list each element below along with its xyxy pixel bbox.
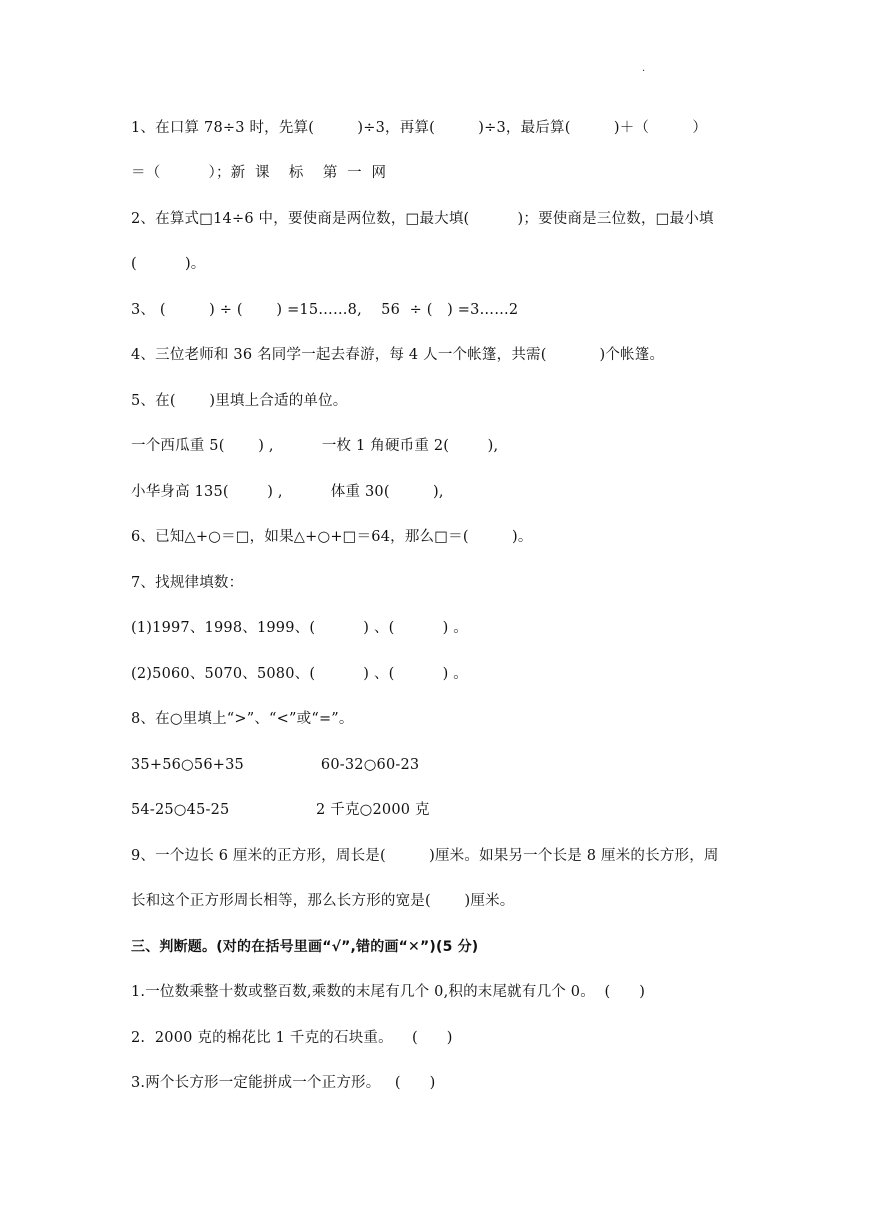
judge-item-2: 2. 2000 克的棉花比 1 千克的石块重。 ( ) bbox=[131, 1030, 453, 1046]
section-three-heading: 三、判断题。(对的在括号里画“√”,错的画“✕”)(5 分) bbox=[131, 939, 479, 955]
q8-sub2: 54-25○45-25 2 千克○2000 克 bbox=[131, 802, 430, 818]
q4-line: 4、三位老师和 36 名同学一起去春游，每 4 人一个帐篷，共需( )个帐篷。 bbox=[131, 347, 665, 363]
q7-line: 7、找规律填数： bbox=[131, 575, 244, 591]
q8-sub1: 35+56○56+35 60-32○60-23 bbox=[131, 757, 420, 773]
q9-line2: 长和这个正方形周长相等，那么长方形的宽是( )厘米。 bbox=[131, 893, 515, 909]
q2-line2: ( )。 bbox=[131, 256, 206, 272]
q7-sub2: (2)5060、5070、5080、( ) 、( ) 。 bbox=[131, 666, 468, 682]
q3-line: 3、 ( ) ÷ ( ) =15……8, 56 ÷ ( ) =3……2 bbox=[131, 302, 519, 318]
header-dot: · bbox=[642, 66, 646, 77]
q1-line1: 1、在口算 78÷3 时，先算( )÷3，再算( )÷3，最后算( )＋（ ） bbox=[131, 120, 708, 136]
q2-line1: 2、在算式□14÷6 中，要使商是两位数，□最大填( )；要使商是三位数，□最小填 bbox=[131, 211, 714, 227]
q6-line: 6、已知△+○＝□，如果△+○+□＝64，那么□＝( )。 bbox=[131, 529, 533, 545]
judge-item-3: 3.两个长方形一定能拼成一个正方形。 ( ) bbox=[131, 1075, 436, 1091]
q1-line2: ＝（ ）；新 课 标 第 一 网 bbox=[131, 165, 387, 181]
q8-line: 8、在○里填上“>”、“<”或“=”。 bbox=[131, 711, 354, 727]
q9-line1: 9、一个边长 6 厘米的正方形，周长是( )厘米。如果另一个长是 8 厘米的长方形，周 bbox=[131, 848, 719, 864]
q5-sub1: 一个西瓜重 5( ) , 一枚 1 角硬币重 2( ), bbox=[131, 438, 499, 454]
q5-sub2: 小华身高 135( ) , 体重 30( ), bbox=[131, 484, 444, 500]
q7-sub1: (1)1997、1998、1999、( ) 、( ) 。 bbox=[131, 620, 468, 636]
q5-line: 5、在( )里填上合适的单位。 bbox=[131, 393, 348, 409]
judge-item-1: 1.一位数乘整十数或整百数,乘数的末尾有几个 0,积的末尾就有几个 0。 ( ) bbox=[131, 984, 646, 1000]
